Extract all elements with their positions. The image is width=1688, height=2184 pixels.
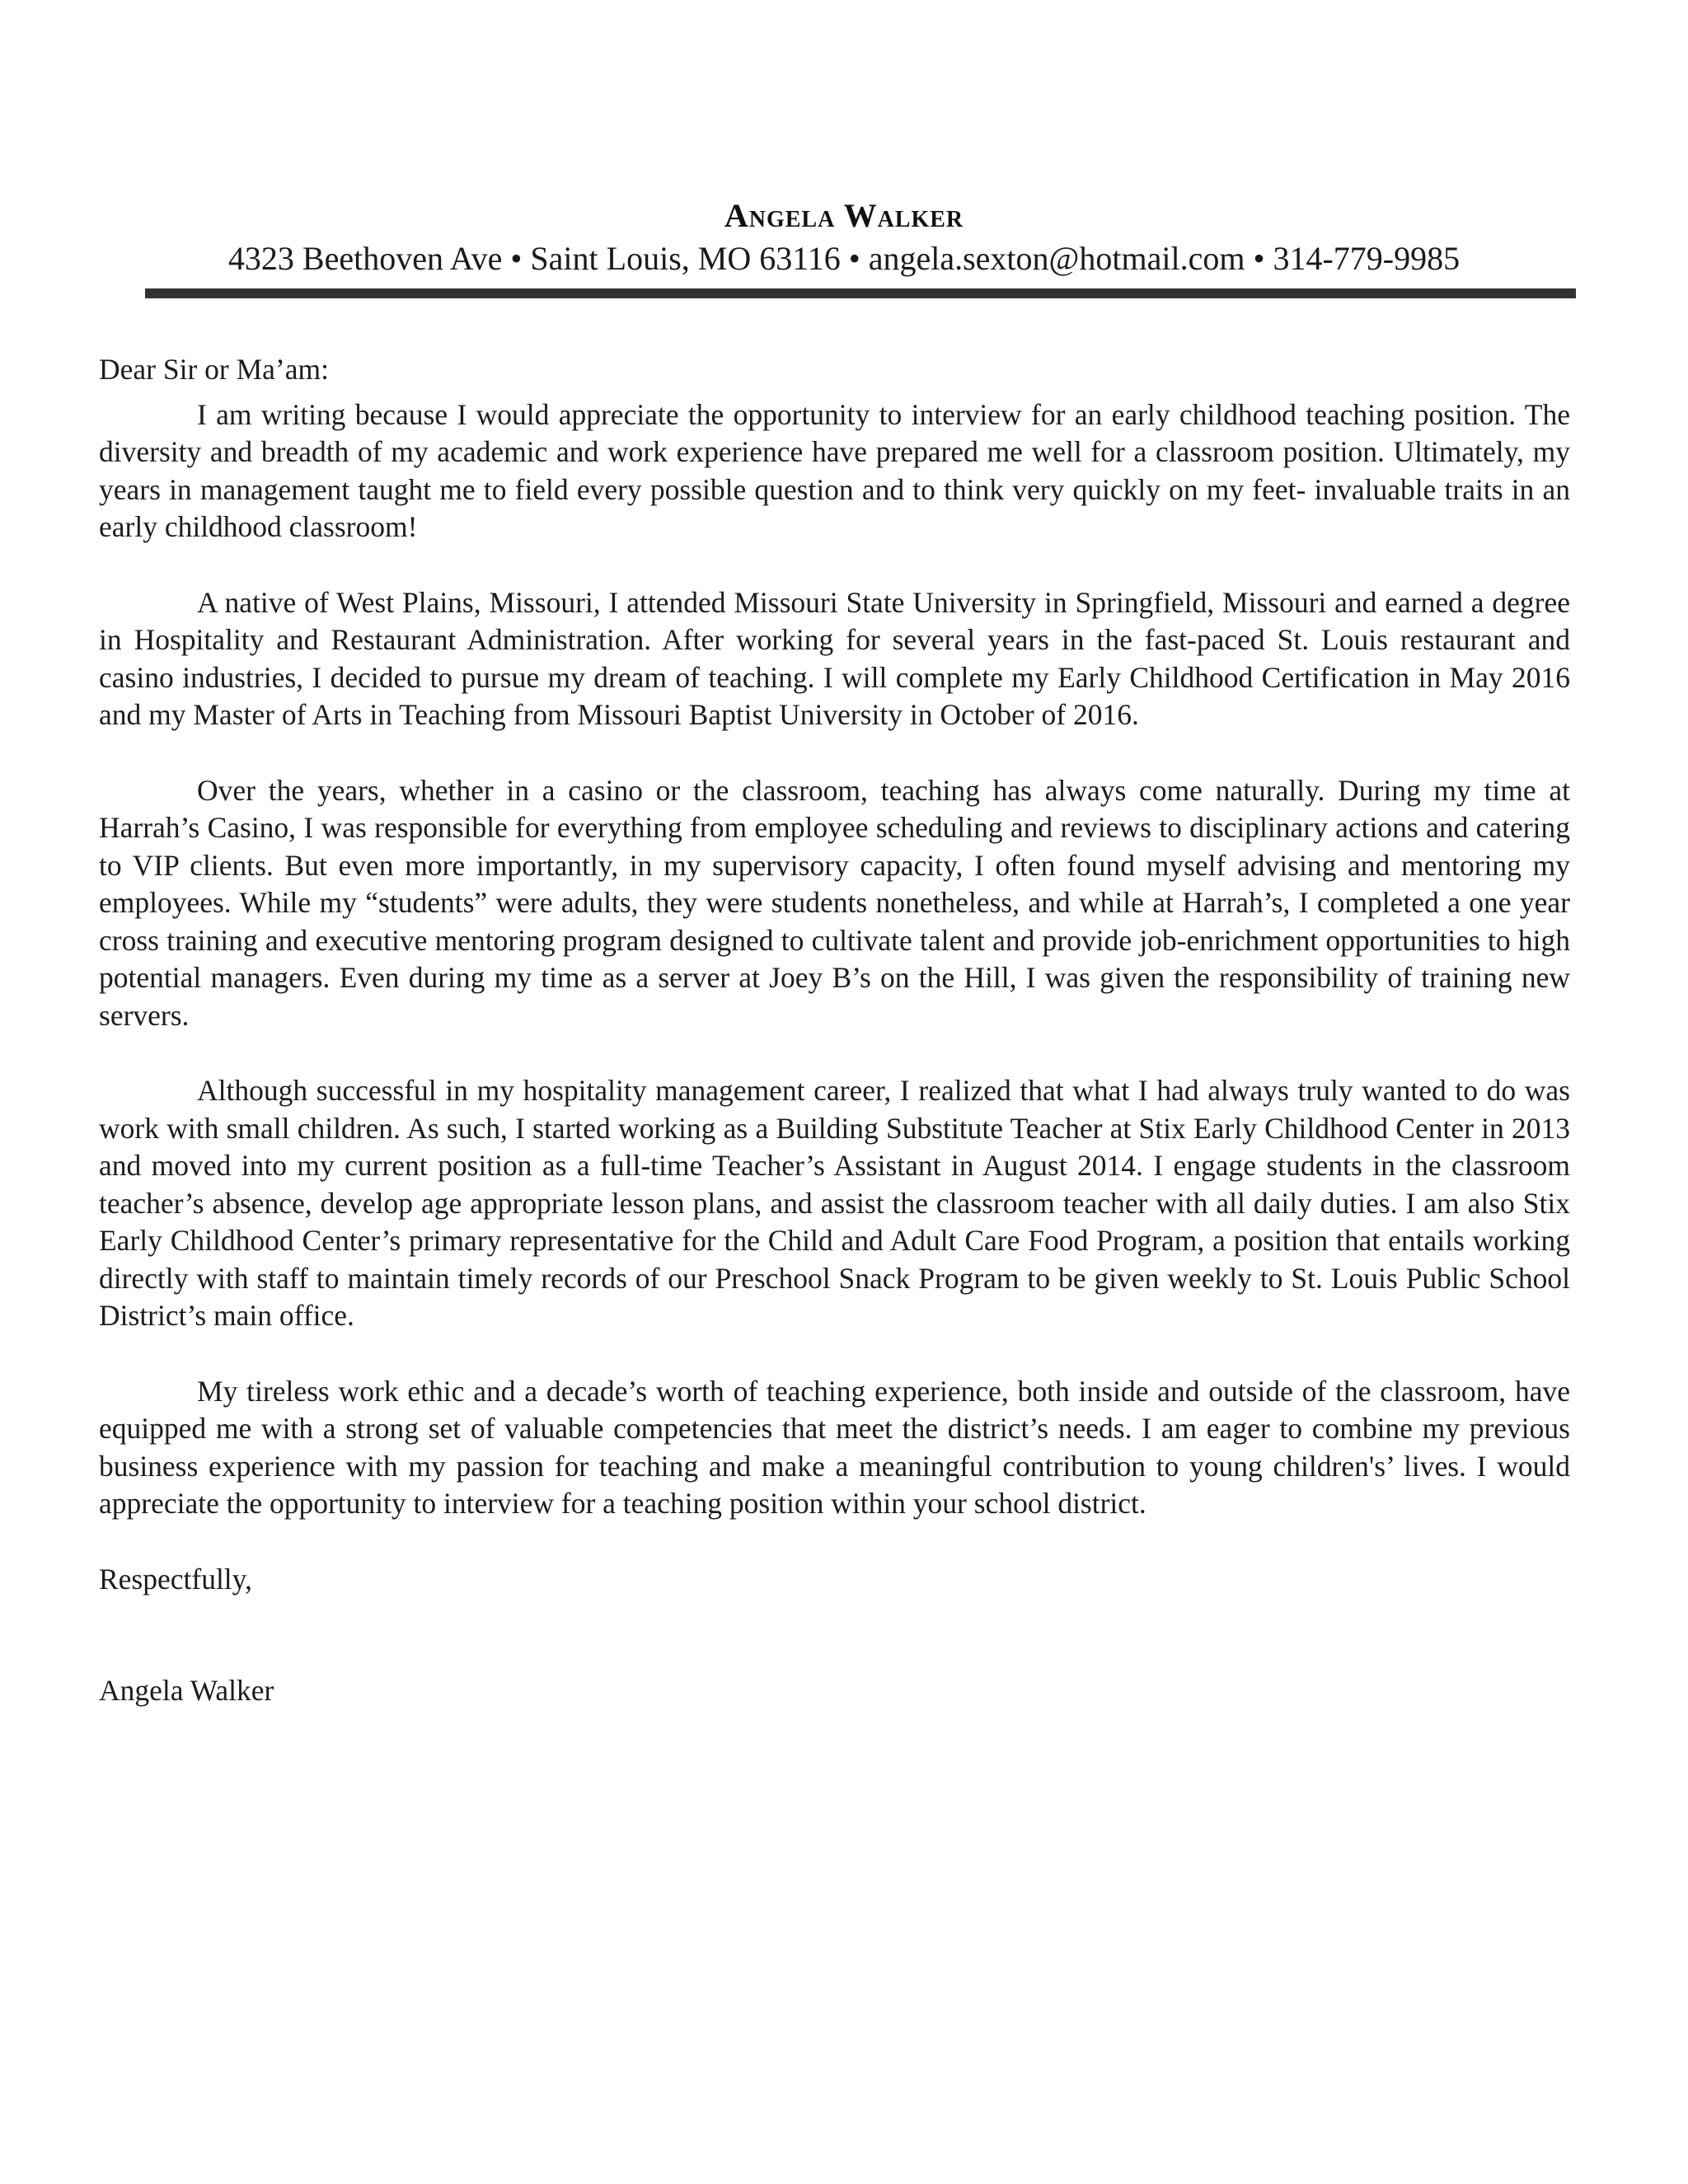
salutation: Dear Sir or Ma’am: <box>99 353 329 386</box>
letter-body <box>99 351 1570 1710</box>
paragraph-intro: I am writing because I would appreciate the opportunity to interview for an early childhood teaching position. The diversity and breadth of my academic and work experience have prepared me well for a classroom position. Ultimately, my years in management taught me to field every possible question and to think very quickly on my feet- invaluable traits in an early childhood classroom! <box>99 397 1570 543</box>
paragraph-experience: Over the years, whether in a casino or the classroom, teaching has always come naturally. During my time at Harrah’s Casino, I was responsible for everything from employee scheduling and reviews to disciplinary actions and catering to VIP clients. But even more importantly, in my supervisory capacity, I often found myself advising and mentoring my employees. While my “students” were adults, they were students nonetheless, and while at Harrah’s, I completed a one year cross training and executive mentoring program designed to cultivate talent and provide job-enrichment opportunities to high potential managers. Even during my time as a server at Joey B’s on the Hill, I was given the responsibility of training new servers. <box>99 773 1570 1032</box>
closing: Respectfully, <box>99 1562 252 1596</box>
paragraph-education: A native of West Plains, Missouri, I attended Missouri State University in Springfield, Missouri and earned a degree in Hospitality and Restaurant Administration. After working for several years in the fast-paced St. Louis restaurant and casino industries, I decided to pursue my dream of teaching. I will complete my Early Childhood Certification in May 2016 and my Master of Arts in Teaching from Missouri Baptist University in October of 2016. <box>99 585 1570 731</box>
paragraph-current-role: Although successful in my hospitality management career, I realized that what I had always truly wanted to do was work with small children. As such, I started working as a Building Substitute Teacher at Stix Early Childhood Center in 2013 and moved into my current position as a full-time Teacher’s Assistant in August 2014. I engage students in the classroom teacher’s absence, develop age appropriate lesson plans, and assist the classroom teacher with all daily duties. I am also Stix Early Childhood Center’s primary representative for the Child and Adult Care Food Program, a position that entails working directly with staff to maintain timely records of our Preschool Snack Program to be given weekly to St. Louis Public School District’s main office. <box>99 1074 1570 1332</box>
contact-line: 4323 Beethoven Ave • Saint Louis, MO 63116 • angela.sexton@hotmail.com • 314-779-9985 <box>227 240 1461 277</box>
paragraph-conclusion: My tireless work ethic and a decade’s worth of teaching experience, both inside and outside of the classroom, have equipped me with a strong set of valuable competencies that meet the district’s needs. I am eager to combine my previous business experience with my passion for teaching and make a meaningful contribution to young children's’ lives. I would appreciate the opportunity to interview for a teaching position within your school district. <box>99 1374 1570 1520</box>
header-divider <box>145 288 1576 298</box>
letterhead <box>0 194 1688 280</box>
signature-name: Angela Walker <box>99 1674 274 1707</box>
applicant-name: Angela Walker <box>724 197 964 234</box>
